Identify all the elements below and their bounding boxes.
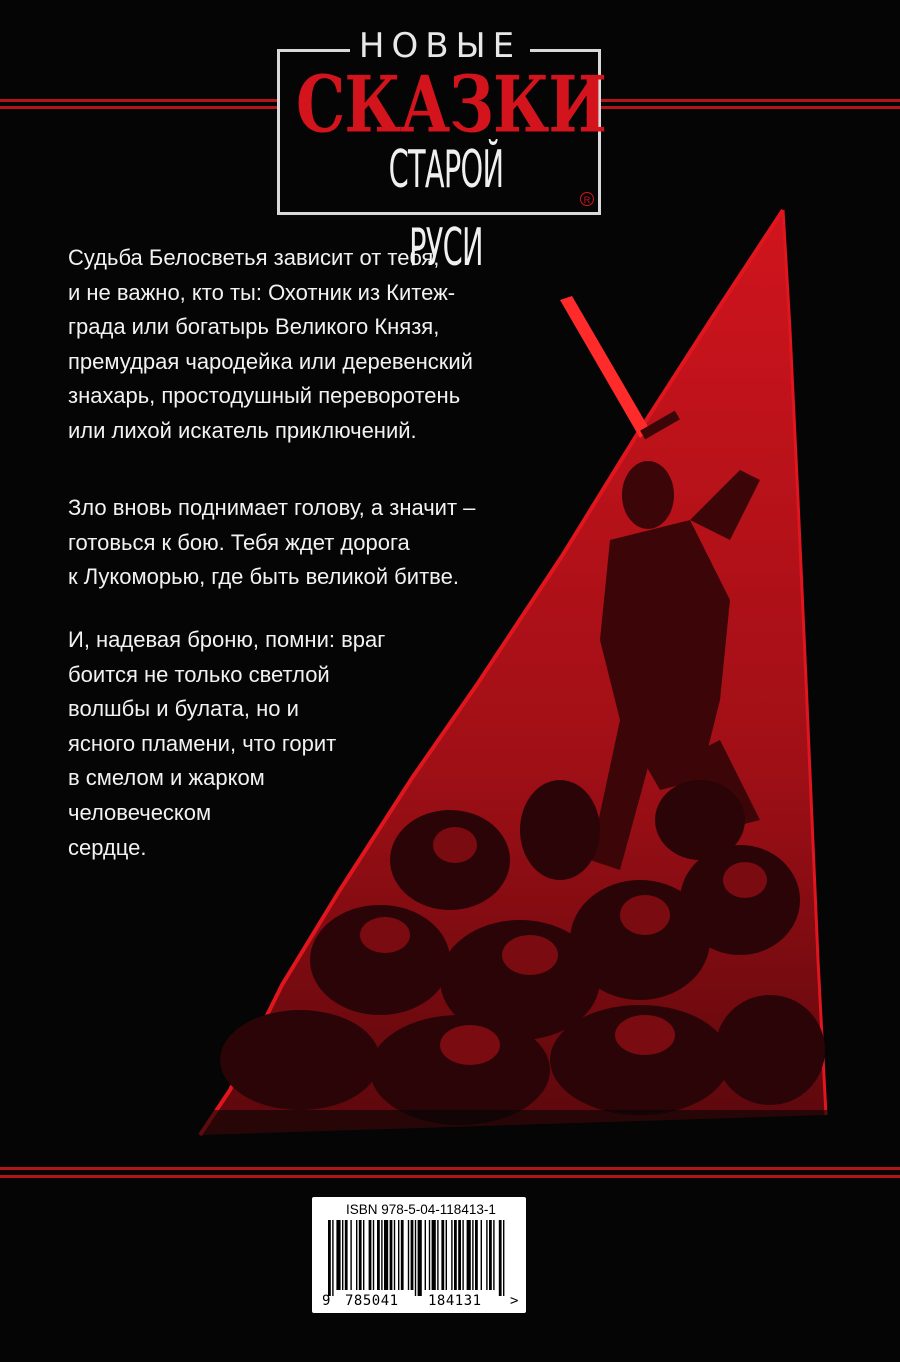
text-line: знахарь, простодушный переворотень — [68, 383, 461, 409]
isbn-number: ISBN 978-5-04-118413-1 — [346, 1202, 496, 1217]
logo-top-text: НОВЫЕ — [350, 26, 530, 66]
description-paragraph-2 — [68, 491, 475, 595]
barcode-digits-right: 184131 — [428, 1293, 482, 1309]
text-line: Зло вновь поднимает голову, а значит – — [68, 495, 476, 520]
barcode-bar — [384, 1220, 388, 1290]
barcode-bar — [467, 1220, 471, 1290]
text-line: ясного пламени, что горит — [68, 730, 337, 756]
registered-mark: R — [580, 192, 594, 206]
text-line: к Лукоморью, где быть великой битве. — [68, 564, 459, 590]
barcode-bar — [411, 1220, 414, 1290]
sword-blade — [560, 296, 650, 438]
barcode-bar — [429, 1220, 430, 1290]
barcode-bar — [373, 1220, 374, 1290]
barcode-bar — [398, 1220, 399, 1290]
barcode-bar — [381, 1220, 382, 1290]
description-paragraph-3 — [68, 623, 385, 865]
barcode-bar — [432, 1220, 436, 1290]
barcode-bar — [350, 1220, 351, 1290]
text-line: готовься к бою. Тебя ждет дорога — [68, 529, 410, 555]
barcode-bar — [458, 1220, 461, 1290]
barcode-bar — [486, 1220, 487, 1290]
barcode-bar — [472, 1220, 473, 1290]
text-line: премудрая чародейка или деревенский — [68, 348, 473, 374]
barcode-bar — [503, 1220, 504, 1296]
text-line: в смелом и жарком — [68, 765, 265, 791]
description-paragraph-1 — [68, 241, 473, 449]
text-line: боится не только светлой — [68, 661, 330, 687]
barcode-bar — [408, 1220, 409, 1290]
barcode-bar — [454, 1220, 457, 1290]
barcode-bar — [363, 1220, 364, 1290]
barcode-bar — [415, 1220, 416, 1296]
barcode-bar — [401, 1220, 404, 1290]
text-line: И, надевая броню, помни: враг — [68, 627, 386, 652]
ground-shadow — [180, 1110, 840, 1140]
barcode-bar — [499, 1220, 502, 1296]
barcode-bar — [489, 1220, 492, 1290]
logo-main-text: СКАЗКИ — [296, 58, 606, 150]
barcode-bar — [332, 1220, 333, 1296]
barcode-digit-first: 9 — [322, 1293, 331, 1309]
barcode-bar — [441, 1220, 444, 1290]
text-line: или лихой искатель приключений. — [68, 417, 417, 443]
text-line: града или богатырь Великого Князя, — [68, 314, 440, 340]
text-line: Судьба Белосветья зависит от тебя, — [68, 245, 440, 270]
barcode-bar — [336, 1220, 340, 1290]
text-line: и не важно, кто ты: Охотник из Китеж- — [68, 279, 456, 305]
text-line: сердце. — [68, 834, 147, 860]
text-line: волшбы и булата, но и — [68, 696, 299, 722]
barcode-bar — [369, 1220, 372, 1290]
logo-sub-text: СТАРОЙ РУСИ — [388, 140, 504, 278]
barcode-bar — [345, 1220, 348, 1290]
barcode-bar — [475, 1220, 478, 1290]
barcode-bar — [451, 1220, 452, 1290]
barcode-bars — [320, 1220, 510, 1296]
barcode-digits-left: 785041 — [345, 1293, 399, 1309]
barcode-bar — [418, 1220, 422, 1296]
barcode-bar — [328, 1220, 331, 1296]
barcode-bar — [493, 1220, 494, 1290]
barcode-bar — [437, 1220, 438, 1290]
text-line: человеческом — [68, 799, 212, 825]
barcode-bar — [356, 1220, 357, 1290]
barcode-bar — [377, 1220, 380, 1290]
barcode-bar — [425, 1220, 426, 1290]
barcode-bar — [359, 1220, 362, 1290]
barcode-bar — [342, 1220, 343, 1290]
barcode-bar — [481, 1220, 482, 1290]
barcode-bar — [446, 1220, 447, 1290]
barcode-bar — [390, 1220, 393, 1290]
barcode-arrow: > — [510, 1293, 519, 1309]
barcode-bar — [462, 1220, 463, 1290]
barcode-bar — [394, 1220, 395, 1290]
